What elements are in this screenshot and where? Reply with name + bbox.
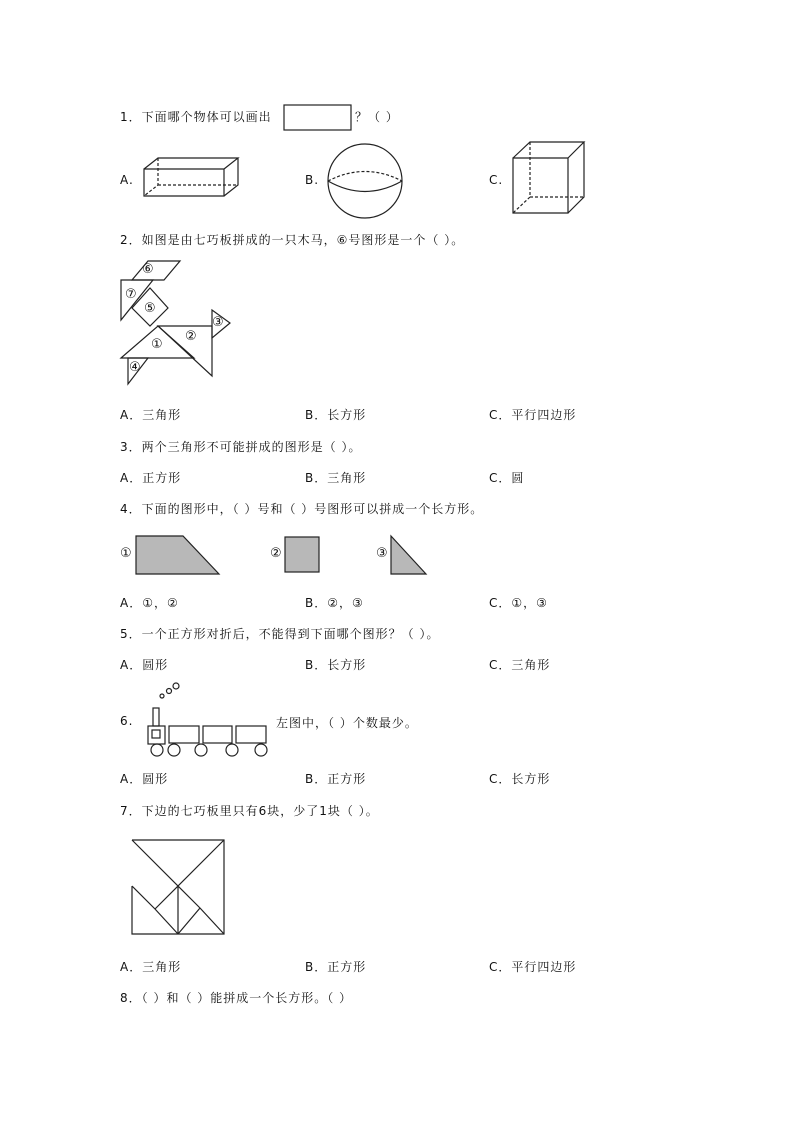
tangram-square-figure xyxy=(131,839,227,937)
tangram-label-3: ③ xyxy=(212,315,224,330)
q6-number: 6. xyxy=(120,714,134,728)
q5-option-a[interactable]: A．圆形 xyxy=(120,658,169,672)
q5-option-c[interactable]: C．三角形 xyxy=(489,658,551,672)
q7-option-c[interactable]: C．平行四边形 xyxy=(489,960,577,974)
q7-stem: 7．下边的七巧板里只有6块，少了1块（ ）。 xyxy=(120,804,379,818)
q3-option-c[interactable]: C．圆 xyxy=(489,471,525,485)
q4-label-3: ③ xyxy=(376,546,388,561)
q3-stem: 3．两个三角形不可能拼成的图形是（ ）。 xyxy=(120,440,362,454)
q1-stem-part2: ？（ ） xyxy=(355,110,399,124)
q2-stem: 2．如图是由七巧板拼成的一只木马，⑥号图形是一个（ ）。 xyxy=(120,233,465,247)
q4-label-2: ② xyxy=(270,546,282,561)
q1-rectangle-figure xyxy=(283,104,353,132)
q6-option-c[interactable]: C．长方形 xyxy=(489,772,551,786)
q6-option-b[interactable]: B．正方形 xyxy=(305,772,367,786)
tangram-label-4: ④ xyxy=(129,360,141,375)
q4-label-1: ① xyxy=(120,546,132,561)
q5-option-b[interactable]: B．长方形 xyxy=(305,658,367,672)
q1-option-a[interactable]: A. xyxy=(120,173,134,187)
cuboid-figure xyxy=(140,156,245,198)
q4-option-c[interactable]: C．①，③ xyxy=(489,596,548,610)
sphere-figure xyxy=(326,142,406,222)
right-triangle-figure xyxy=(390,535,430,577)
trapezoid-figure xyxy=(135,535,225,577)
tangram-label-6: ⑥ xyxy=(142,262,154,277)
q6-stem: 左图中，（ ）个数最少。 xyxy=(276,716,418,730)
cube-figure xyxy=(510,140,588,218)
q1-option-c[interactable]: C. xyxy=(489,173,504,187)
tangram-label-5: ⑤ xyxy=(144,301,156,316)
q7-option-a[interactable]: A．三角形 xyxy=(120,960,182,974)
q3-option-a[interactable]: A．正方形 xyxy=(120,471,182,485)
tangram-label-7: ⑦ xyxy=(125,287,137,302)
q2-option-c[interactable]: C．平行四边形 xyxy=(489,408,577,422)
q4-option-a[interactable]: A．①，② xyxy=(120,596,179,610)
q2-option-a[interactable]: A．三角形 xyxy=(120,408,182,422)
q4-option-b[interactable]: B．②，③ xyxy=(305,596,364,610)
q4-stem: 4．下面的图形中，（ ）号和（ ）号图形可以拼成一个长方形。 xyxy=(120,502,484,516)
q2-option-b[interactable]: B．长方形 xyxy=(305,408,367,422)
q5-stem: 5．一个正方形对折后，不能得到下面哪个图形？（ ）。 xyxy=(120,627,440,641)
q1-stem-part1: 1．下面哪个物体可以画出 xyxy=(120,110,272,124)
tangram-label-1: ① xyxy=(151,337,163,352)
q6-option-a[interactable]: A．圆形 xyxy=(120,772,169,786)
q7-option-b[interactable]: B．正方形 xyxy=(305,960,367,974)
q3-option-b[interactable]: B．三角形 xyxy=(305,471,367,485)
square-figure xyxy=(284,536,322,574)
train-figure xyxy=(140,682,275,758)
tangram-label-2: ② xyxy=(185,329,197,344)
q1-option-b[interactable]: B. xyxy=(305,173,320,187)
q8-stem: 8．（ ）和（ ）能拼成一个长方形。（ ） xyxy=(120,991,353,1005)
